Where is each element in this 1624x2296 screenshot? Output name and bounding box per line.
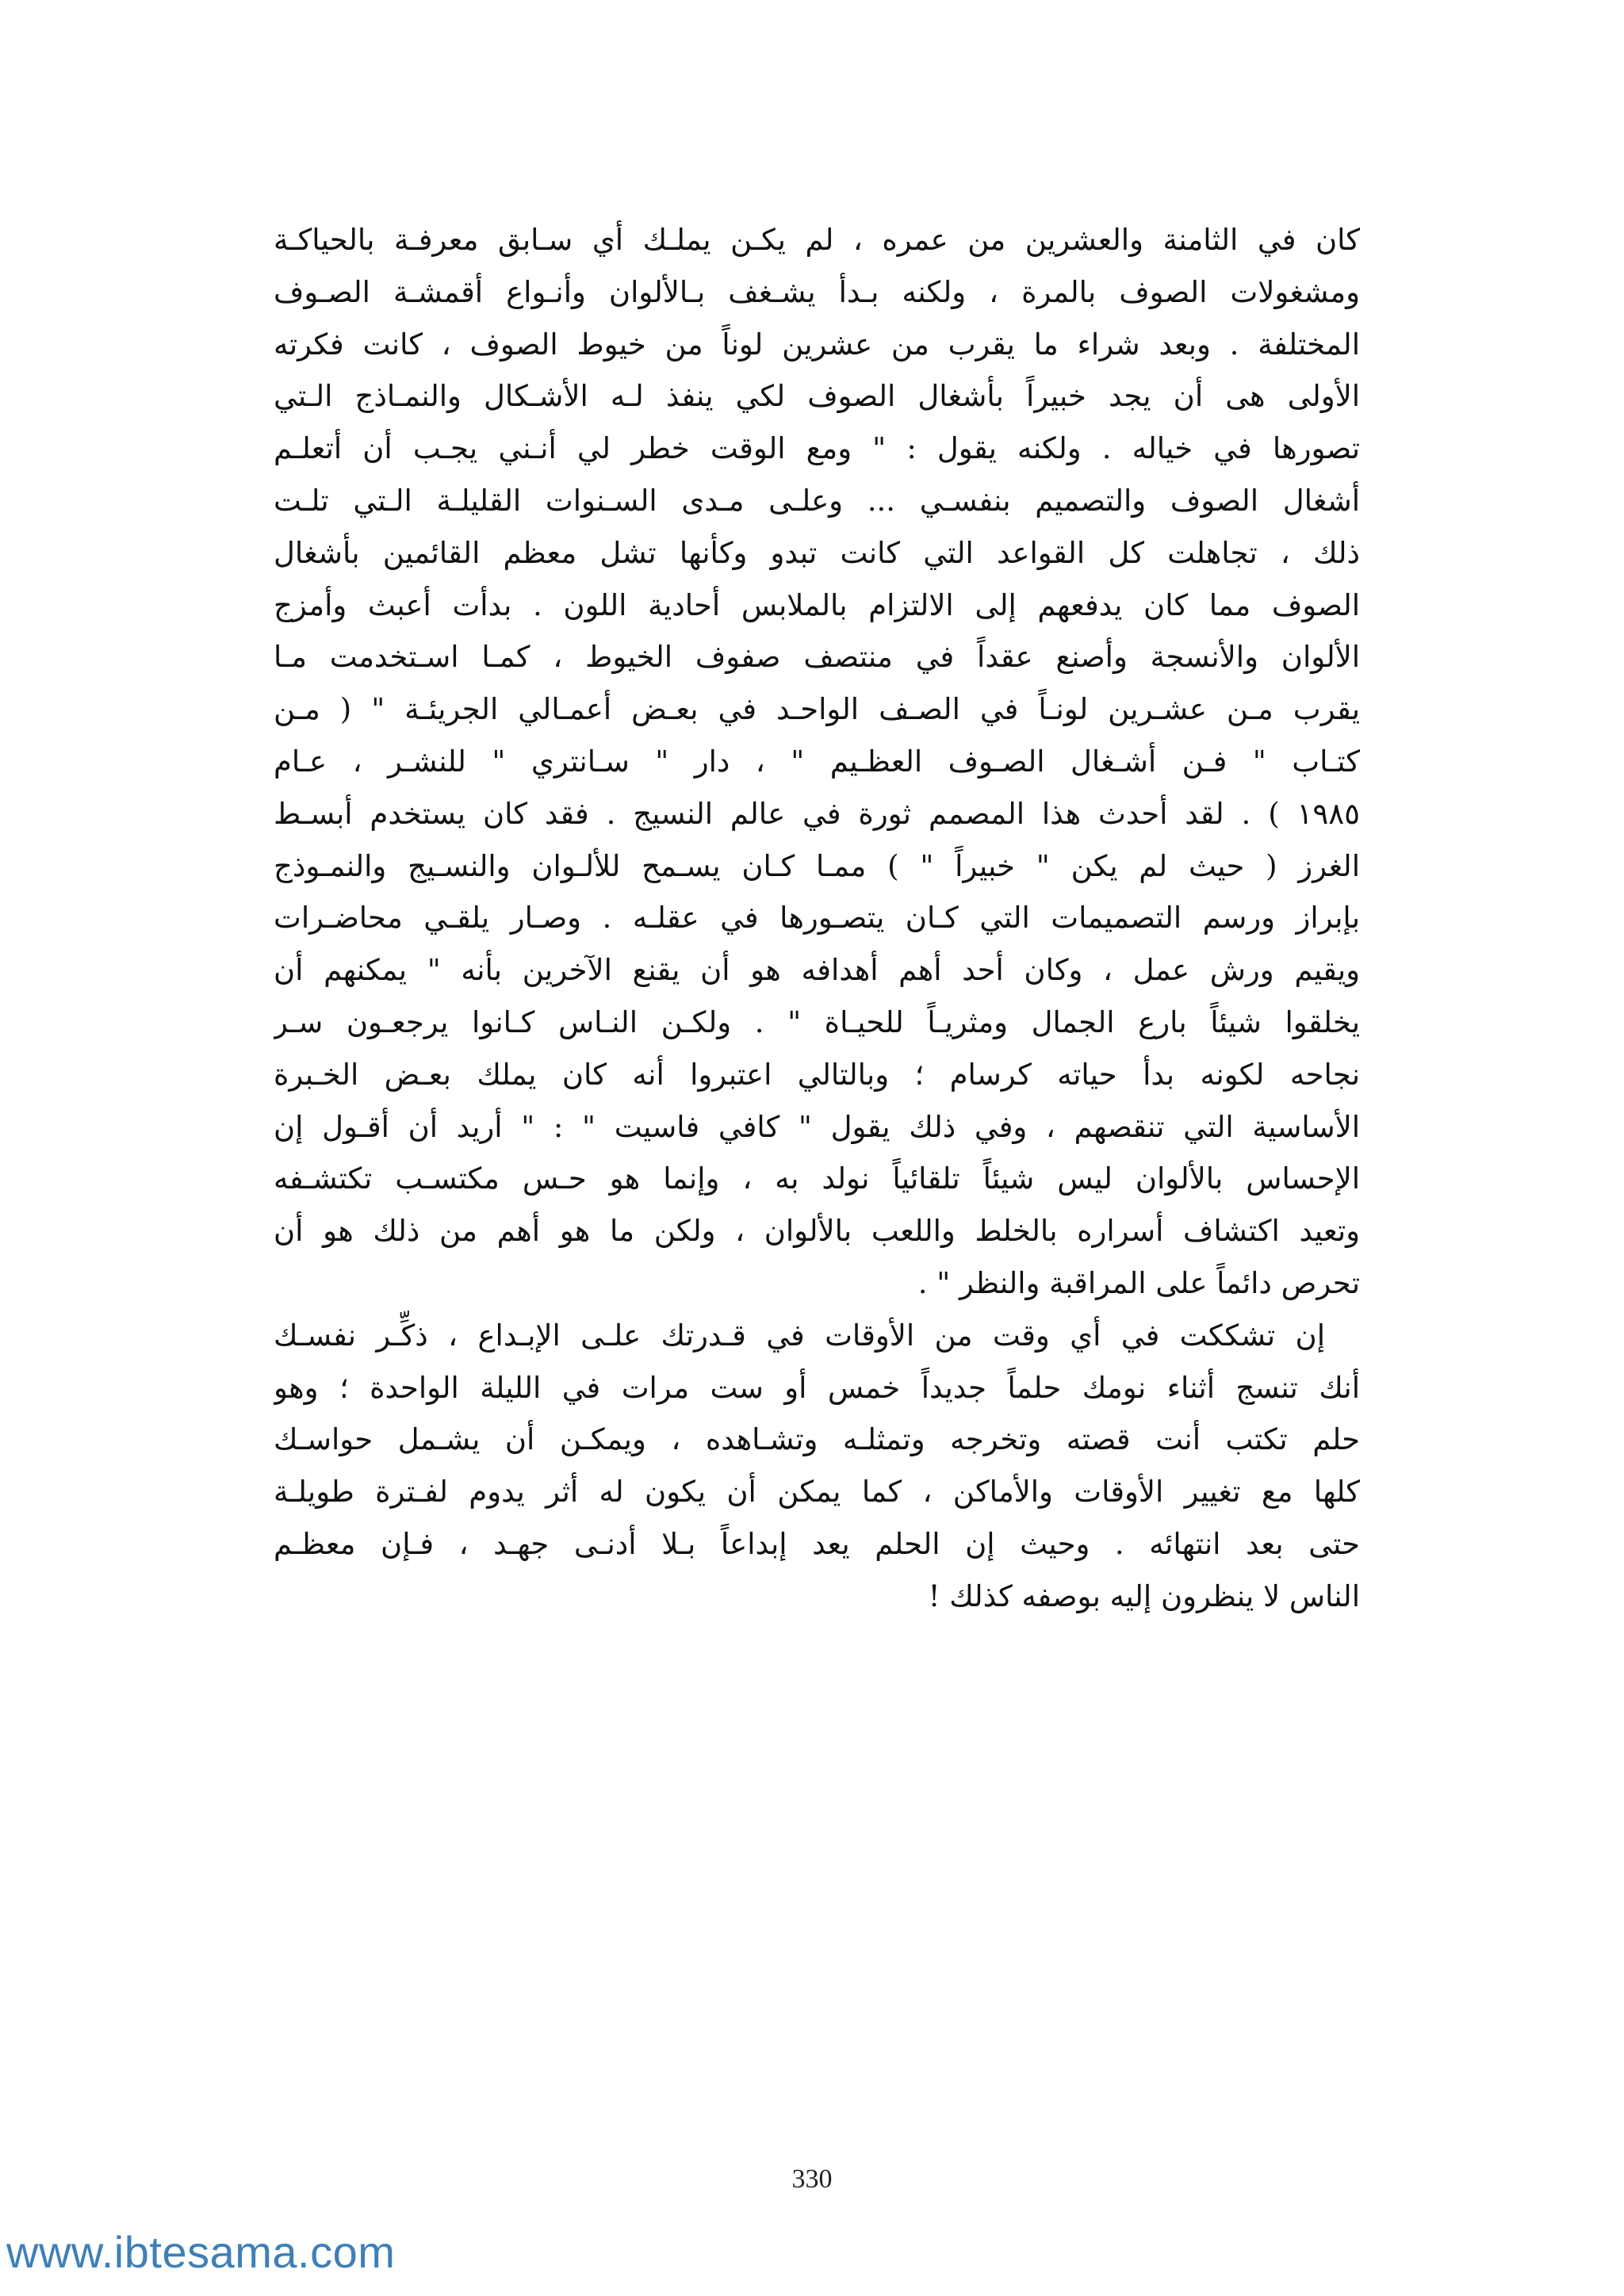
text-line: كتـاب " فـن أشـغال الصـوف العظـيم " ، دار " سـانتري " للنشـر ، عـام: [274, 744, 1360, 779]
text-line: أشغال الصوف والتصميم بنفسـي ... وعلـى مـدى السـنوات القليلـة الـتي تلـت: [274, 483, 1360, 518]
text-line: ويقيم ورش عمل ، وكان أحد أهم أهدافه هو أن يقنع الآخرين بأنه " يمكنهم أن: [274, 953, 1360, 988]
text-line-paragraph-end: الناس لا ينظرون إليه بوصفه كذلك !: [928, 1578, 1360, 1613]
text-line: الإحساس بالألوان ليس شيئاً تلقائياً نولد به ، وإنما هو حـس مكتسـب تكتشـفه: [274, 1161, 1360, 1196]
text-line: المختلفة . وبعد شراء ما يقرب من عشرين لوناً من خيوط الصوف ، كانت فكرته: [274, 327, 1360, 362]
page-number: 330: [791, 2164, 833, 2194]
text-line: بإبراز ورسم التصميمات التي كـان يتصـورها في عقلـه . وصـار يلقـي محاضـرات: [274, 901, 1360, 936]
text-line: ذلك ، تجاهلت كل القواعد التي كانت تبدو وكأنها تشل معظم القائمين بأشغال: [274, 535, 1360, 570]
text-line: ١٩٨٥ ) . لقد أحدث هذا المصمم ثورة في عالم النسيج . فقد كان يستخدم أبسـط: [274, 796, 1360, 831]
text-line: الأولى هى أن يجد خبيراً بأشغال الصوف لكي ينفذ لـه الأشـكال والنمـاذج الـتي: [274, 379, 1360, 414]
text-line: الغرز ( حيث لم يكن " خبيراً " ) ممـا كـان يسـمح للألـوان والنسـيج والنمـوذج: [274, 848, 1360, 883]
text-line: الأساسية التي تنقصهم ، وفي ذلك يقول " كافي فاسيت " : " أريد أن أقـول إن: [274, 1109, 1360, 1144]
text-line: حتى بعد انتهائه . وحيث إن الحلم يعد إبداعاً بـلا أدنـى جهـد ، فـإن معظـم: [274, 1526, 1360, 1561]
text-line-paragraph-start: إن تشككت في أي وقت من الأوقات في قـدرتك علـى الإبـداع ، ذكِّـر نفسـك: [274, 1318, 1325, 1353]
text-line: حلم تكتب أنت قصته وتخرجه وتمثلـه وتشـاهده ، ويمكـن أن يشـمل حواسـك: [274, 1422, 1360, 1457]
text-line: كلها مع تغيير الأوقات والأماكن ، كما يمكن أن يكون له أثر يدوم لفـترة طويلـة: [274, 1475, 1360, 1510]
watermark-url: www.ibtesama.com: [6, 2227, 396, 2277]
text-line: نجاحه لكونه بدأ حياته كرسام ؛ وبالتالي اعتبروا أنه كان يملك بعـض الخـبرة: [274, 1057, 1360, 1092]
text-line: يخلقوا شيئاً بارع الجمال ومثريـاً للحيـاة " . ولكـن النـاس كـانوا يرجعـون سـر: [274, 1004, 1360, 1039]
text-line: ومشغولات الصوف بالمرة ، ولكنه بـدأ يشـغف بـالألوان وأنـواع أقمشـة الصـوف: [274, 274, 1360, 309]
text-line: تصورها في خياله . ولكنه يقول : " ومع الوقت خطر لي أنـني يجـب أن أتعلـم: [274, 431, 1360, 466]
body-text: [274, 214, 1360, 1623]
text-line: أنك تنسج أثناء نومك حلماً جديداً خمس أو ست مرات في الليلة الواحدة ؛ وهو: [274, 1370, 1360, 1405]
text-line: وتعيد اكتشاف أسراره بالخلط واللعب بالألوان ، ولكن ما هو أهم من ذلك هو أن: [274, 1214, 1360, 1249]
text-line: الصوف مما كان يدفعهم إلى الالتزام بالملابس أحادية اللون . بدأت أعبث وأمزج: [274, 587, 1360, 622]
text-line: الألوان والأنسجة وأصنع عقداً في منتصف صفوف الخيوط ، كمـا اسـتخدمت مـا: [274, 640, 1360, 675]
text-line: كان في الثامنة والعشرين من عمره ، لم يكـن يملـك أي سـابق معرفـة بالحياكـة: [274, 223, 1360, 257]
text-line-paragraph-end: تحرص دائماً على المراقبة والنظر " .: [917, 1265, 1360, 1300]
text-line: يقرب مـن عشـرين لونـاً في الصـف الواحـد في بعـض أعمـالي الجريئـة " ( مـن: [274, 692, 1360, 727]
